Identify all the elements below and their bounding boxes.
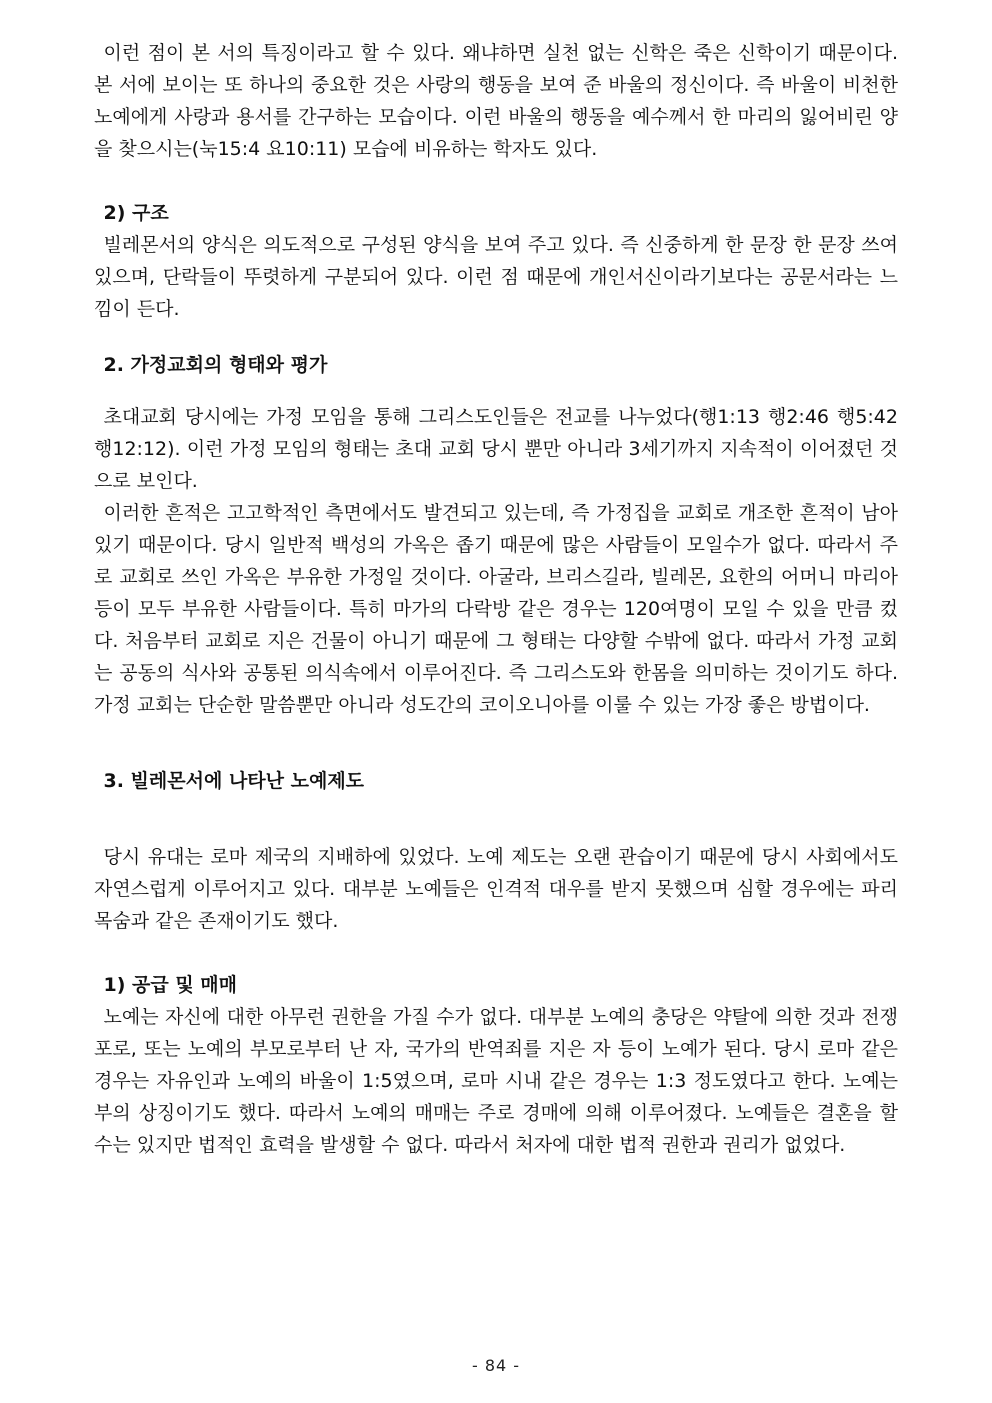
slavery-paragraph: 당시 유대는 로마 제국의 지배하에 있었다. 노예 제도는 오랜 관습이기 때문에 당시 사회에서도 자연스럽게 이루어지고 있다. 대부분 노예들은 인격적 대우를 받지 못했으며 심할 경우에는 파리 목숨과 같은 존재이기도 했다.	[94, 846, 898, 932]
spacer	[94, 325, 898, 349]
supply-paragraph: 노예는 자신에 대한 아무런 권한을 가질 수가 없다. 대부분 노예의 충당은 약탈에 의한 것과 전쟁 포로, 또는 노예의 부모로부터 난 자, 국가의 반역죄를 지은 자 등이 노예가 된다. 당시 로마 같은 경우는 자유인과 노예의 바울이 1:5였으며, 로마 시내 같은 경우는 1:3 정도였다고 한다. 노예는 부의 상징이기도 했다. 따라서 노예의 매매는 주로 경매에 의해 이루어졌다. 노예들은 결혼을 할 수는 있지만 법적인 효력을 발생할 수 없다. 따라서 처자에 대한 법적 권한과 권리가 없었다.	[94, 1006, 898, 1156]
house-church-paragraph-1: 초대교회 당시에는 가정 모임을 통해 그리스도인들은 전교를 나누었다(행1:13 행2:46 행5:42 행12:12). 이런 가정 모임의 형태는 초대 교회 당시 뿐만 아니라 3세기까지 지속적이 이어졌던 것으로 보인다.	[94, 406, 898, 492]
page-number: - 84 -	[471, 1356, 521, 1375]
spacer	[94, 381, 898, 401]
structure-heading: 2) 구조	[103, 202, 169, 224]
intro-paragraph: 이런 점이 본 서의 특징이라고 할 수 있다. 왜냐하면 실천 없는 신학은 죽은 신학이기 때문이다. 본 서에 보이는 또 하나의 중요한 것은 사랑의 행동을 보여 준 바울의 정신이다. 즉 바울이 비천한 노예에게 사랑과 용서를 간구하는 모습이다. 이런 바울의 행동을 예수께서 한 마리의 잃어비린 양을 찾으시는(눅15:4 요10:11) 모습에 비유하는 학자도 있다.	[94, 42, 898, 160]
document-page	[94, 37, 898, 1161]
spacer	[94, 721, 898, 765]
slavery-heading: 3. 빌레몬서에 나타난 노예제도	[103, 770, 365, 792]
structure-paragraph: 빌레몬서의 양식은 의도적으로 구성된 양식을 보여 주고 있다. 즉 신중하게 한 문장 한 문장 쓰여 있으며, 단락들이 뚜렷하게 구분되어 있다. 이런 점 때문에 개인서신이라기보다는 공문서라는 느낌이 든다.	[94, 234, 898, 320]
spacer	[94, 937, 898, 969]
house-church-paragraph-2: 이러한 흔적은 고고학적인 측면에서도 발견되고 있는데, 즉 가정집을 교회로 개조한 흔적이 남아있기 때문이다. 당시 일반적 백성의 가옥은 좁기 때문에 많은 사람들이 모일수가 없다. 따라서 주로 교회로 쓰인 가옥은 부유한 가정일 것이다. 아굴라, 브리스길라, 빌레몬, 요한의 어머니 마리아 등이 모두 부유한 사람들이다. 특히 마가의 다락방 같은 경우는 120여명이 모일 수 있을 만큼 컸다. 처음부터 교회로 지은 건물이 아니기 때문에 그 형태는 다양할 수밖에 없다. 따라서 가정 교회는 공동의 식사와 공통된 의식속에서 이루어진다. 즉 그리스도와 한몸을 의미하는 것이기도 하다. 가정 교회는 단순한 말씀뿐만 아니라 성도간의 코이오니아를 이룰 수 있는 가장 좋은 방법이다.	[94, 502, 898, 716]
spacer	[94, 165, 898, 197]
supply-heading: 1) 공급 및 매매	[103, 974, 238, 996]
spacer	[94, 797, 898, 841]
house-church-heading: 2. 가정교회의 형태와 평가	[103, 354, 328, 376]
